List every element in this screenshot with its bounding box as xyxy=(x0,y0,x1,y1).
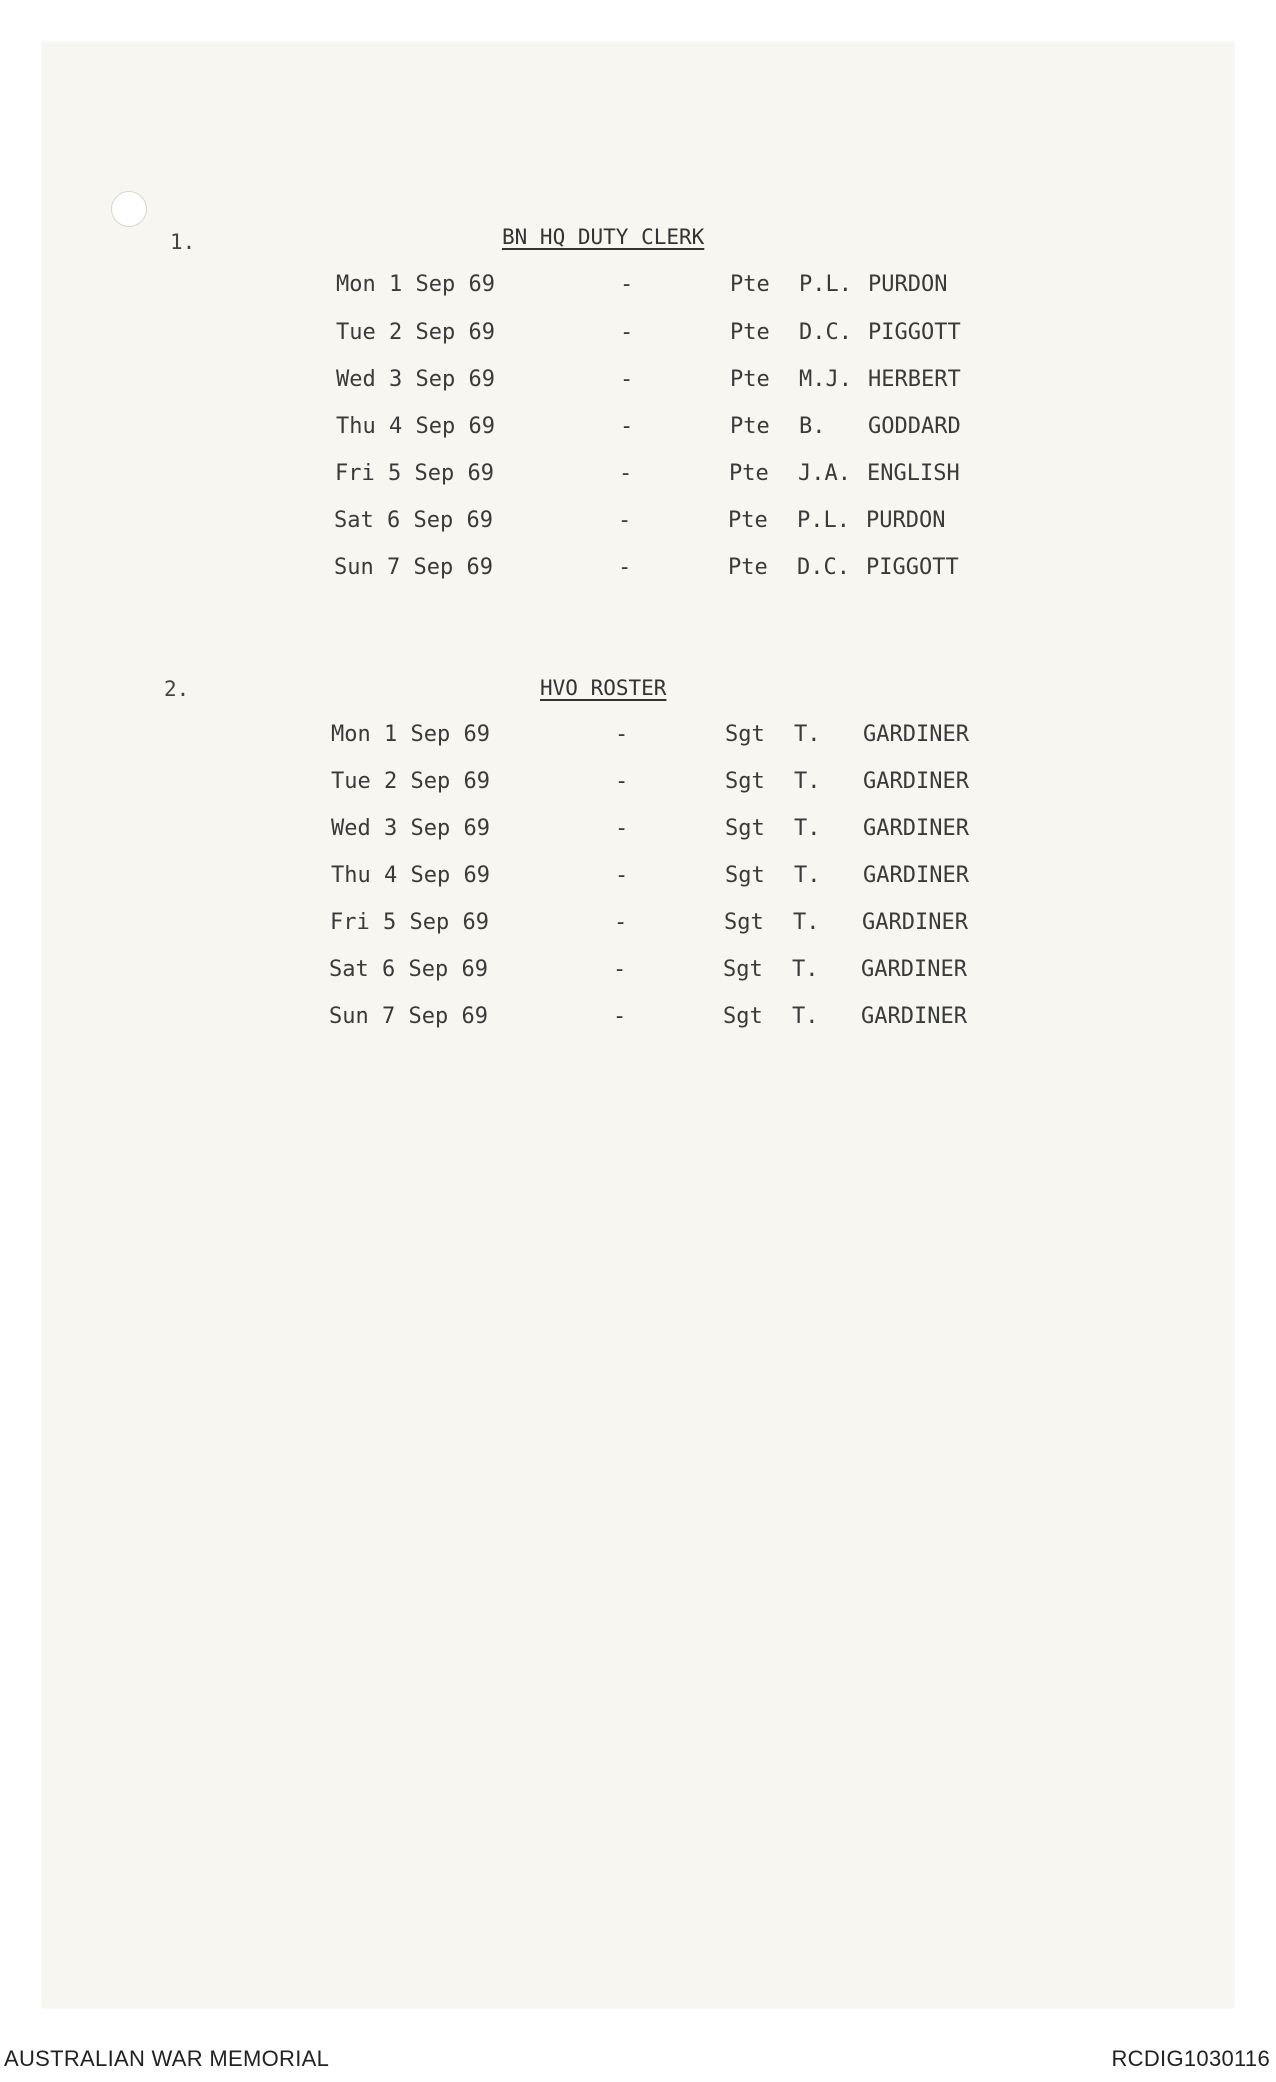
row-dash: - xyxy=(613,957,627,982)
row-date: Wed 3 Sep 69 xyxy=(336,367,495,392)
row-initials: T. xyxy=(793,910,820,935)
row-dash: - xyxy=(615,722,629,747)
row-dash: - xyxy=(613,1004,627,1029)
row-dash: - xyxy=(618,508,632,533)
row-initials: D.C. xyxy=(797,555,850,580)
section-title: HVO ROSTER xyxy=(540,676,667,700)
row-date: Fri 5 Sep 69 xyxy=(335,461,494,486)
row-initials: B. xyxy=(799,414,826,439)
punch-hole xyxy=(111,191,147,227)
row-rank: Pte xyxy=(728,508,768,533)
row-rank: Sgt xyxy=(724,910,764,935)
row-dash: - xyxy=(614,910,628,935)
row-rank: Sgt xyxy=(723,1004,763,1029)
row-dash: - xyxy=(620,367,634,392)
row-dash: - xyxy=(618,555,632,580)
row-dash: - xyxy=(615,816,629,841)
row-initials: T. xyxy=(794,722,821,747)
row-surname: GARDINER xyxy=(863,722,969,747)
row-initials: T. xyxy=(794,863,821,888)
row-dash: - xyxy=(615,769,629,794)
section-title: BN HQ DUTY CLERK xyxy=(502,225,705,249)
row-surname: PIGGOTT xyxy=(866,555,959,580)
row-surname: PIGGOTT xyxy=(868,320,961,345)
section-number: 2. xyxy=(164,677,190,701)
row-date: Sat 6 Sep 69 xyxy=(329,957,488,982)
row-initials: D.C. xyxy=(799,320,852,345)
row-initials: M.J. xyxy=(799,367,852,392)
row-dash: - xyxy=(619,461,633,486)
row-rank: Sgt xyxy=(725,863,765,888)
row-initials: J.A. xyxy=(798,461,851,486)
row-date: Sun 7 Sep 69 xyxy=(334,555,493,580)
row-date: Wed 3 Sep 69 xyxy=(331,816,490,841)
row-surname: PURDON xyxy=(866,508,946,533)
row-rank: Sgt xyxy=(725,722,765,747)
row-date: Thu 4 Sep 69 xyxy=(336,414,495,439)
row-initials: T. xyxy=(794,769,821,794)
row-surname: PURDON xyxy=(868,272,948,297)
row-date: Tue 2 Sep 69 xyxy=(331,769,490,794)
row-surname: ENGLISH xyxy=(867,461,960,486)
row-surname: GARDINER xyxy=(861,1004,967,1029)
section-number: 1. xyxy=(170,230,196,254)
row-initials: P.L. xyxy=(797,508,850,533)
row-dash: - xyxy=(615,863,629,888)
row-date: Sat 6 Sep 69 xyxy=(334,508,493,533)
row-initials: T. xyxy=(792,957,819,982)
row-dash: - xyxy=(620,272,634,297)
row-date: Mon 1 Sep 69 xyxy=(336,272,495,297)
row-date: Thu 4 Sep 69 xyxy=(331,863,490,888)
row-surname: GARDINER xyxy=(863,816,969,841)
row-dash: - xyxy=(620,320,634,345)
row-surname: GARDINER xyxy=(863,769,969,794)
row-initials: T. xyxy=(794,816,821,841)
row-surname: GARDINER xyxy=(863,863,969,888)
footer-reference-id: RCDIG1030116 xyxy=(1111,2046,1270,2071)
footer-archive-label: AUSTRALIAN WAR MEMORIAL xyxy=(4,2046,330,2071)
row-date: Sun 7 Sep 69 xyxy=(329,1004,488,1029)
row-dash: - xyxy=(620,414,634,439)
row-rank: Pte xyxy=(730,367,770,392)
row-rank: Sgt xyxy=(725,816,765,841)
row-rank: Pte xyxy=(730,320,770,345)
row-rank: Pte xyxy=(729,461,769,486)
document-page xyxy=(42,42,1234,2008)
row-date: Mon 1 Sep 69 xyxy=(331,722,490,747)
row-rank: Pte xyxy=(730,414,770,439)
row-surname: HERBERT xyxy=(868,367,961,392)
row-surname: GARDINER xyxy=(861,957,967,982)
row-initials: T. xyxy=(792,1004,819,1029)
row-rank: Sgt xyxy=(725,769,765,794)
row-rank: Sgt xyxy=(723,957,763,982)
row-surname: GODDARD xyxy=(868,414,961,439)
row-date: Fri 5 Sep 69 xyxy=(330,910,489,935)
row-rank: Pte xyxy=(728,555,768,580)
row-date: Tue 2 Sep 69 xyxy=(336,320,495,345)
row-rank: Pte xyxy=(730,272,770,297)
row-initials: P.L. xyxy=(799,272,852,297)
row-surname: GARDINER xyxy=(862,910,968,935)
